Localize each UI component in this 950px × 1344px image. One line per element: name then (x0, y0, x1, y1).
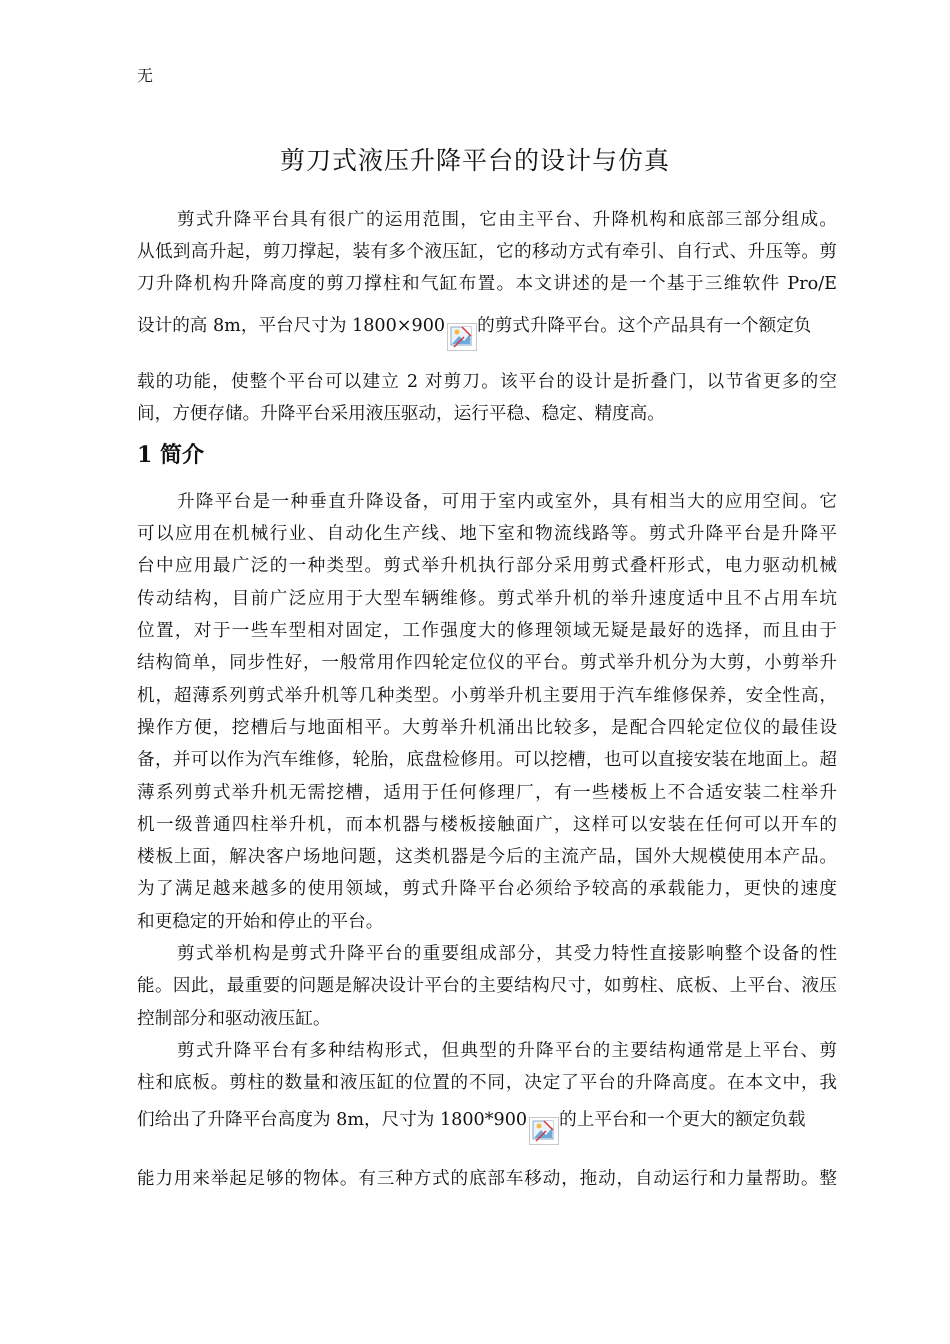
paragraph-2-line-2: 可以应用在机械行业、自动化生产线、地下室和物流线路等。剪式升降平台是升降平 (137, 524, 837, 544)
paragraph-2-line-14: 和更稳定的开始和停止的平台。 (137, 912, 384, 932)
paragraph-2-line-12: 楼板上面，解决客户场地问题，这类机器是今后的主流产品，国外大规模使用本产品。 (137, 847, 837, 867)
paragraph-4-line-3-text-b: 的上平台和一个更大的额定负载 (559, 1110, 806, 1130)
paragraph-2-line-9: 备，并可以作为汽车维修，轮胎，底盘检修用。可以挖槽，也可以直接安装在地面上。超 (137, 750, 837, 770)
page-header-text: 无 (137, 66, 154, 85)
paragraph-1-line-4-text-a: 设计的高 8m，平台尺寸为 1800×900 (137, 316, 446, 336)
paragraph-4-line-4: 能力用来举起足够的物体。有三种方式的底部车移动，拖动，自动运行和力量帮助。整 (137, 1169, 837, 1189)
paragraph-1-line-2: 从低到高升起，剪刀撑起，装有多个液压缸，它的移动方式有牵引、自行式、升压等。剪 (137, 242, 837, 262)
paragraph-2-line-1: 升降平台是一种垂直升降设备，可用于室内或室外，具有相当大的应用空间。它 (177, 492, 837, 512)
paragraph-4-line-2: 柱和底板。剪柱的数量和液压缸的位置的不同，决定了平台的升降高度。在本文中，我 (137, 1073, 837, 1093)
paragraph-3-line-2: 能。因此，最重要的问题是解决设计平台的主要结构尺寸，如剪柱、底板、上平台、液压 (137, 976, 837, 996)
paragraph-4-line-3 (137, 1107, 837, 1145)
paragraph-3-line-3: 控制部分和驱动液压缸。 (137, 1009, 331, 1029)
paragraph-2-line-4: 传动结构，目前广泛应用于大型车辆维修。剪式举升机的举升速度适中且不占用车坑 (137, 589, 837, 609)
paragraph-1-line-5: 载的功能，使整个平台可以建立 2 对剪刀。该平台的设计是折叠门，以节省更多的空 (137, 372, 837, 392)
paragraph-2-line-11: 机一级普通四柱举升机，而本机器与楼板接触面广，这样可以安装在任何可以开车的 (137, 815, 837, 835)
paragraph-1-line-1: 剪式升降平台具有很广的运用范围，它由主平台、升降机构和底部三部分组成。 (177, 210, 837, 230)
paragraph-4-line-1: 剪式升降平台有多种结构形式，但典型的升降平台的主要结构通常是上平台、剪 (177, 1041, 837, 1061)
paragraph-3-line-1: 剪式举机构是剪式升降平台的重要组成部分，其受力特性直接影响整个设备的性 (177, 944, 837, 964)
paragraph-1-line-4-text-b: 的剪式升降平台。这个产品具有一个额定负 (477, 316, 812, 336)
paragraph-1-line-3: 刀升降机构升降高度的剪刀撑柱和气缸布置。本文讲述的是一个基于三维软件 Pro/E (137, 274, 837, 294)
paragraph-2-line-10: 薄系列剪式举升机无需挖槽，适用于任何修理厂，有一些楼板上不合适安装二柱举升 (137, 783, 837, 803)
paragraph-1-line-6: 间，方便存储。升降平台采用液压驱动，运行平稳、稳定、精度高。 (137, 404, 665, 424)
paragraph-1-line-4 (137, 313, 837, 351)
paragraph-4-line-3-text-a: 们给出了升降平台高度为 8m，尺寸为 1800*900 (137, 1110, 528, 1130)
paragraph-2-line-7: 机，超薄系列剪式举升机等几种类型。小剪举升机主要用于汽车维修保养，安全性高， (137, 686, 837, 706)
broken-image-icon (529, 1117, 559, 1145)
paragraph-2-line-6: 结构简单，同步性好，一般常用作四轮定位仪的平台。剪式举升机分为大剪，小剪举升 (137, 653, 837, 673)
paragraph-2-line-8: 操作方便，挖槽后与地面相平。大剪举升机涌出比较多，是配合四轮定位仪的最佳设 (137, 718, 837, 738)
document-title: 剪刀式液压升降平台的设计与仿真 (279, 146, 670, 175)
paragraph-2-line-3: 台中应用最广泛的一种类型。剪式举升机执行部分采用剪式叠杆形式，电力驱动机械 (137, 556, 837, 576)
section-heading-introduction: 1 简介 (137, 442, 204, 468)
paragraph-2-line-5: 位置，对于一些车型相对固定，工作强度大的修理领域无疑是最好的选择，而且由于 (137, 621, 837, 641)
broken-image-icon (447, 323, 477, 351)
paragraph-2-line-13: 为了满足越来越多的使用领域，剪式升降平台必须给予较高的承载能力，更快的速度 (137, 879, 837, 899)
